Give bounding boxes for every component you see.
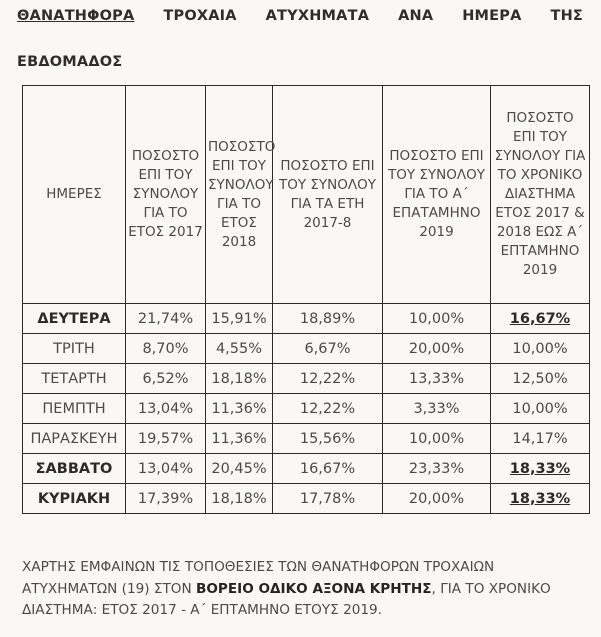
cell-value-r2-c3: 6,67% xyxy=(273,334,383,364)
page-title-line-1 xyxy=(17,5,583,51)
cell-value-r7-c4: 20,00% xyxy=(383,484,491,514)
column-header-years-2017-8 xyxy=(273,86,383,304)
table-header-row xyxy=(23,86,590,304)
page-title-rest: ΤΡΟΧΑΙΑ ΑΤΥΧΗΜΑΤΑ ΑΝΑ ΗΜΕΡΑ ΤΗΣ xyxy=(163,8,584,24)
caption-bold-highlight: ΒΟΡΕΙΟ ΟΔΙΚΟ ΑΞΟΝΑ ΚΡΗΤΗΣ xyxy=(195,580,432,597)
caption-part-1: ΧΑΡΤΗΣ ΕΜΦΑΙΝΩΝ ΤΙΣ ΤΟΠΟΘΕΣΙΕΣ ΤΩΝ ΘΑΝΑΤΗΦΟΡΩΝ ΤΡΟΧΑΙΩΝ ΑΤΥΧΗΜΑΤΩΝ (19) ΣΤΟΝ xyxy=(22,559,495,597)
column-header-year-2018-label: ΠΟΣΟΣΤΟ ΕΠΙ ΤΟΥ ΣΥΝΟΛΟΥ ΓΙΑ ΤΟ ΕΤΟΣ 2018 xyxy=(208,138,276,250)
cell-day-3: ΤΕΤΑΡΤΗ xyxy=(23,364,126,394)
cell-value-r6-c2: 20,45% xyxy=(206,454,273,484)
cell-day-1: ΔΕΥΤΕΡΑ xyxy=(23,304,126,334)
table-row xyxy=(23,364,590,394)
cell-value-r1-c3: 18,89% xyxy=(273,304,383,334)
stats-table-container xyxy=(22,85,589,514)
cell-value-r2-c2: 4,55% xyxy=(206,334,273,364)
column-header-year-2018 xyxy=(206,86,276,304)
cell-day-7: ΚΥΡΙΑΚΗ xyxy=(23,484,126,514)
table-body xyxy=(23,304,590,514)
cell-value-r4-c3: 12,22% xyxy=(273,394,383,424)
cell-value-r4-c5: 10,00% xyxy=(491,394,590,424)
column-header-total-period xyxy=(491,86,590,304)
page-title-line-2: ΕΒΔΟΜΑΔΟΣ xyxy=(17,54,123,70)
cell-value-r3-c5: 12,50% xyxy=(491,364,590,394)
column-header-total-period-label: ΠΟΣΟΣΤΟ ΕΠΙ ΤΟΥ ΣΥΝΟΛΟΥ ΓΙΑ ΤΟ ΧΡΟΝΙΚΟ ΔΙΑΣΤΗΜΑ ΕΤΟΣ 2017 & 2018 ΕΩΣ Α΄ ΕΠΤΑΜΗΝΟ 2019 xyxy=(494,110,586,278)
cell-value-r2-c4: 20,00% xyxy=(383,334,491,364)
cell-value-r6-c5: 18,33% xyxy=(491,454,590,484)
column-header-days-label: ΗΜΕΡΕΣ xyxy=(46,186,102,202)
cell-value-r1-c4: 10,00% xyxy=(383,304,491,334)
cell-value-r4-c1: 13,04% xyxy=(126,394,206,424)
cell-value-r6-c3: 16,67% xyxy=(273,454,383,484)
fatal-accidents-by-weekday-table xyxy=(22,85,590,514)
cell-value-r1-c1: 21,74% xyxy=(126,304,206,334)
column-header-first-half-2019 xyxy=(383,86,491,304)
cell-value-r7-c3: 17,78% xyxy=(273,484,383,514)
cell-value-r4-c4: 3,33% xyxy=(383,394,491,424)
cell-day-6: ΣΑΒΒΑΤΟ xyxy=(23,454,126,484)
cell-value-r5-c3: 15,56% xyxy=(273,424,383,454)
table-row xyxy=(23,334,590,364)
page-title-underlined-word: ΘΑΝΑΤΗΦΟΡΑ xyxy=(17,8,135,24)
cell-value-r5-c1: 19,57% xyxy=(126,424,206,454)
table-row xyxy=(23,424,590,454)
table-header xyxy=(23,86,590,304)
cell-value-r6-c4: 23,33% xyxy=(383,454,491,484)
column-header-year-2017-label: ΠΟΣΟΣΤΟ ΕΠΙ ΤΟΥ ΣΥΝΟΛΟΥ ΓΙΑ ΤΟ ΕΤΟΣ 2017 xyxy=(128,148,203,240)
cell-value-r7-c1: 17,39% xyxy=(126,484,206,514)
column-header-first-half-2019-label: ΠΟΣΟΣΤΟ ΕΠΙ ΤΟΥ ΣΥΝΟΛΟΥ ΓΙΑ ΤΟ Α΄ ΕΠΑΤΑΜΗΝΟ 2019 xyxy=(387,148,486,240)
cell-value-r2-c1: 8,70% xyxy=(126,334,206,364)
cell-value-r5-c5: 14,17% xyxy=(491,424,590,454)
table-row xyxy=(23,454,590,484)
cell-day-2: ΤΡΙΤΗ xyxy=(23,334,126,364)
cell-value-r3-c3: 12,22% xyxy=(273,364,383,394)
column-header-years-2017-8-label: ΠΟΣΟΣΤΟ ΕΠΙ ΤΟΥ ΣΥΝΟΛΟΥ ΓΙΑ ΤΑ ΕΤΗ 2017-8 xyxy=(278,157,377,231)
cell-value-r6-c1: 13,04% xyxy=(126,454,206,484)
cell-value-r3-c1: 6,52% xyxy=(126,364,206,394)
table-row xyxy=(23,394,590,424)
cell-value-r5-c4: 10,00% xyxy=(383,424,491,454)
cell-value-r4-c2: 11,36% xyxy=(206,394,273,424)
column-header-days xyxy=(23,86,126,304)
cell-value-r7-c2: 18,18% xyxy=(206,484,273,514)
cell-value-r7-c5: 18,33% xyxy=(491,484,590,514)
cell-value-r2-c5: 10,00% xyxy=(491,334,590,364)
cell-value-r1-c2: 15,91% xyxy=(206,304,273,334)
cell-value-r1-c5: 16,67% xyxy=(491,304,590,334)
cell-day-5: ΠΑΡΑΣΚΕΥΗ xyxy=(23,424,126,454)
cell-value-r3-c2: 18,18% xyxy=(206,364,273,394)
cell-value-r3-c4: 13,33% xyxy=(383,364,491,394)
table-row xyxy=(23,304,590,334)
cell-day-4: ΠΕΜΠΤΗ xyxy=(23,394,126,424)
table-row xyxy=(23,484,590,514)
column-header-year-2017 xyxy=(126,86,206,304)
caption xyxy=(22,557,589,622)
cell-value-r5-c2: 11,36% xyxy=(206,424,273,454)
page-title xyxy=(17,5,583,74)
caption-part-2: , ΓΙΑ ΤΟ ΧΡΟΝΙΚΟ ΔΙΑΣΤΗΜΑ: ΕΤΟΣ 2017 - Α΄ ΕΠΤΑΜΗΝΟ ΕΤΟΥΣ 2019. xyxy=(22,580,551,618)
